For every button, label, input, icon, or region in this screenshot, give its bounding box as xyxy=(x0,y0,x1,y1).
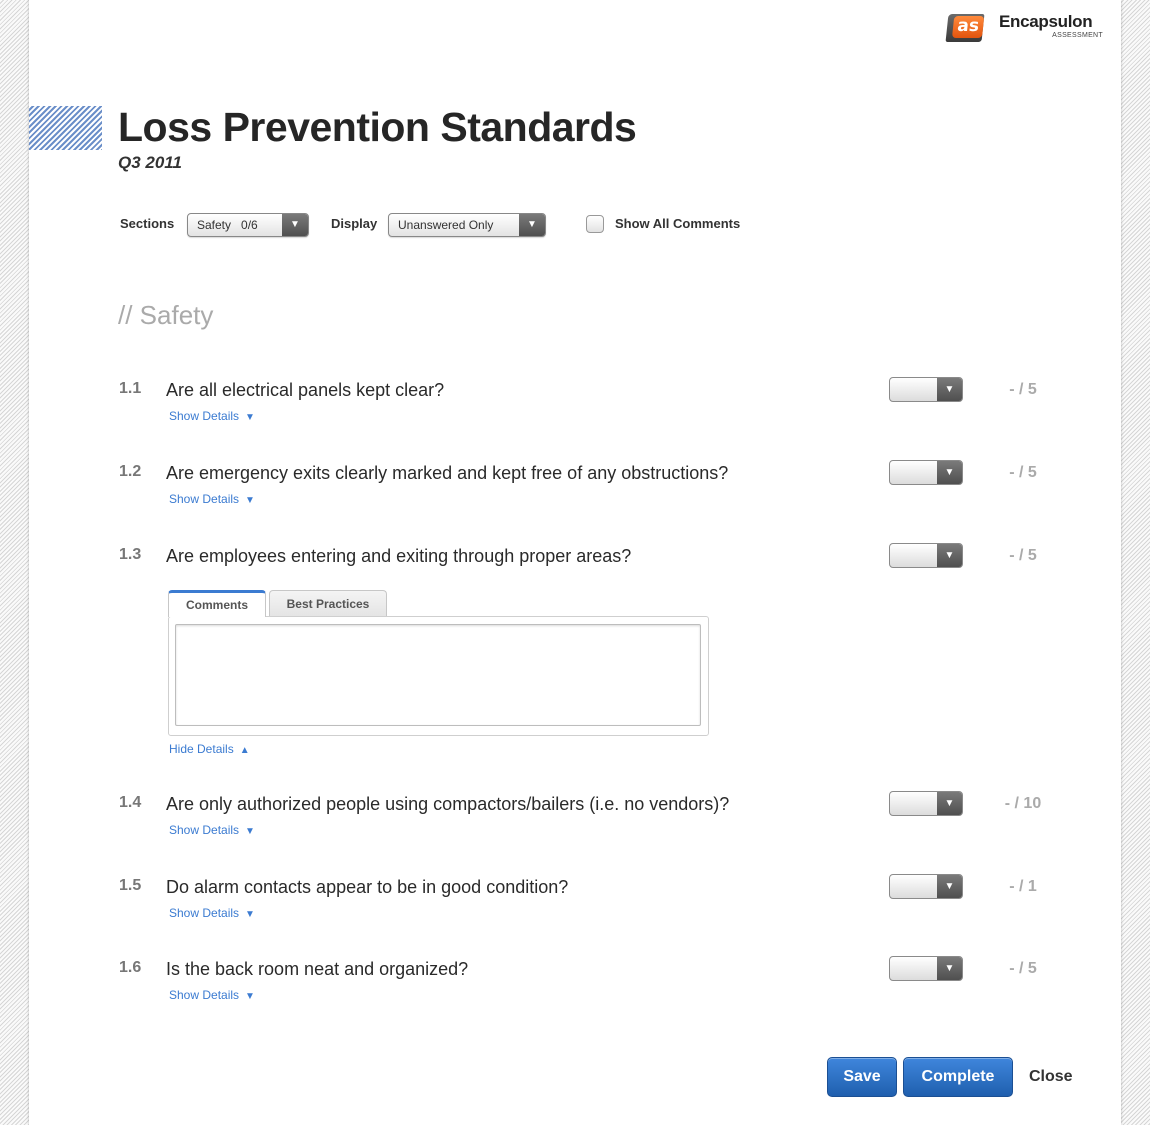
question-number: 1.6 xyxy=(119,959,142,976)
question-score: - / 5 xyxy=(1009,381,1037,398)
answer-select[interactable] xyxy=(889,956,963,981)
chevron-down-icon: ▼ xyxy=(282,214,308,236)
show-all-comments-label[interactable]: Show All Comments xyxy=(615,216,741,231)
decorative-stripe xyxy=(29,106,102,150)
logo-subtitle: ASSESSMENT xyxy=(1052,32,1103,39)
logo-name: Encapsulon xyxy=(999,12,1093,31)
show-details-link[interactable]: Show Details ▼ xyxy=(169,409,255,423)
triangle-down-icon: ▼ xyxy=(245,991,255,1002)
sections-select[interactable] xyxy=(187,213,309,237)
question-number: 1.5 xyxy=(119,877,142,894)
answer-select[interactable] xyxy=(889,377,963,402)
triangle-down-icon: ▼ xyxy=(245,412,255,423)
question-text: Are only authorized people using compactors/bailers (i.e. no vendors)? xyxy=(166,794,730,814)
assessment-sheet xyxy=(29,0,1121,1125)
complete-button[interactable]: Complete xyxy=(903,1057,1013,1097)
page-title: Loss Prevention Standards xyxy=(118,104,637,150)
show-details-link[interactable]: Show Details ▼ xyxy=(169,988,255,1002)
tab-best-practices[interactable]: Best Practices xyxy=(269,590,387,617)
question-text: Are employees entering and exiting through proper areas? xyxy=(166,546,632,566)
triangle-down-icon: ▼ xyxy=(245,826,255,837)
show-details-link[interactable]: Show Details ▼ xyxy=(169,492,255,506)
triangle-down-icon: ▼ xyxy=(245,909,255,920)
chevron-down-icon: ▼ xyxy=(519,214,545,236)
question-score: - / 5 xyxy=(1009,547,1037,564)
question-number: 1.1 xyxy=(119,380,142,397)
chevron-down-icon: ▼ xyxy=(937,544,962,567)
question-number: 1.2 xyxy=(119,463,142,480)
chevron-down-icon: ▼ xyxy=(937,875,962,898)
question-text: Do alarm contacts appear to be in good condition? xyxy=(166,877,569,897)
close-button[interactable]: Close xyxy=(1029,1068,1073,1085)
chevron-down-icon: ▼ xyxy=(937,378,962,401)
display-select[interactable] xyxy=(388,213,546,237)
show-details-link[interactable]: Show Details ▼ xyxy=(169,823,255,837)
question-number: 1.4 xyxy=(119,794,142,811)
logo-badge-icon: as xyxy=(946,14,985,42)
sections-label: Sections xyxy=(120,216,175,231)
answer-select[interactable] xyxy=(889,460,963,485)
save-button[interactable]: Save xyxy=(827,1057,897,1097)
page-subtitle: Q3 2011 xyxy=(118,153,182,172)
question-score: - / 5 xyxy=(1009,464,1037,481)
question-text: Are all electrical panels kept clear? xyxy=(166,380,445,400)
encapsulon-logo xyxy=(943,8,1103,48)
sections-select-value: Safety 0/6 xyxy=(197,218,258,232)
hide-details-link[interactable]: Hide Details ▲ xyxy=(169,742,250,756)
answer-select[interactable] xyxy=(889,791,963,816)
display-label: Display xyxy=(331,216,378,231)
tab-comments[interactable]: Comments xyxy=(168,590,266,617)
question-score: - / 1 xyxy=(1009,878,1037,895)
question-score: - / 5 xyxy=(1009,960,1037,977)
question-number: 1.3 xyxy=(119,546,142,563)
show-details-link[interactable]: Show Details ▼ xyxy=(169,906,255,920)
question-text: Is the back room neat and organized? xyxy=(166,959,469,979)
display-select-value: Unanswered Only xyxy=(398,218,494,232)
show-all-comments-checkbox[interactable] xyxy=(586,215,604,233)
answer-select[interactable] xyxy=(889,543,963,568)
chevron-down-icon: ▼ xyxy=(937,461,962,484)
comment-textarea[interactable] xyxy=(175,624,701,726)
question-text: Are emergency exits clearly marked and kept free of any obstructions? xyxy=(166,463,729,483)
comments-panel xyxy=(168,616,709,736)
question-score: - / 10 xyxy=(1004,795,1042,812)
answer-select[interactable] xyxy=(889,874,963,899)
chevron-down-icon: ▼ xyxy=(937,957,962,980)
chevron-down-icon: ▼ xyxy=(937,792,962,815)
triangle-up-icon: ▲ xyxy=(239,745,250,756)
triangle-down-icon: ▼ xyxy=(245,495,255,506)
section-heading: // Safety xyxy=(118,300,214,330)
